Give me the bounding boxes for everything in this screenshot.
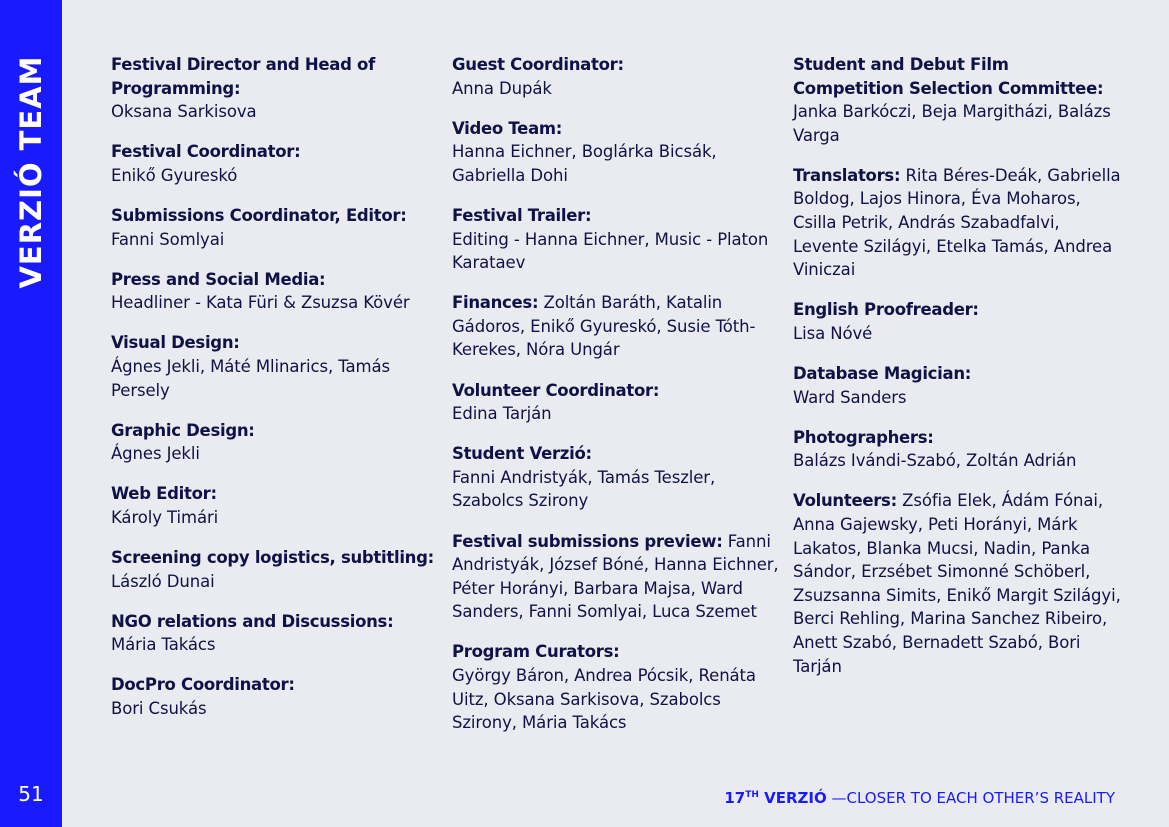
edition-number: 17	[724, 789, 746, 807]
credit-names: Mária Takács	[111, 635, 216, 655]
credit-entry	[111, 331, 441, 402]
credit-names: Fanni Somlyai	[111, 229, 225, 249]
credit-role: Student Verzió:	[452, 444, 592, 464]
credit-names: Balázs Ivándi-Szabó, Zoltán Adrián	[793, 451, 1077, 471]
credit-entry	[111, 268, 441, 315]
credit-names: Lisa Nóvé	[793, 323, 873, 343]
credit-entry	[793, 53, 1123, 147]
team-column-2	[452, 53, 782, 751]
credit-role: Press and Social Media:	[111, 269, 326, 289]
credit-names: Ágnes Jekli, Máté Mlinarics, Tamás Persely	[111, 356, 390, 400]
credit-role: DocPro Coordinator:	[111, 675, 295, 695]
team-column-1	[111, 53, 441, 737]
credit-entry	[111, 673, 441, 720]
credit-names: Hanna Eichner, Boglárka Bicsák, Gabriella Dohi	[452, 142, 717, 185]
credit-entry	[111, 204, 441, 251]
credit-names: Enikő Gyureskó	[111, 165, 238, 185]
credit-names: Bori Csukás	[111, 698, 207, 718]
credit-entry	[793, 489, 1123, 678]
credit-role: Festival submissions preview:	[452, 531, 723, 551]
credit-role: Guest Coordinator:	[452, 55, 624, 74]
section-title: VERZIÓ TEAM	[14, 55, 48, 289]
credit-names: György Báron, Andrea Pócsik, Renáta Uitz, Oksana Sarkisova, Szabolcs Szirony, Mária Takács	[452, 665, 756, 733]
credit-role: Visual Design:	[111, 333, 240, 353]
tagline: —CLOSER TO EACH OTHER’S REALITY	[831, 789, 1115, 807]
credit-role: Photographers:	[793, 427, 934, 447]
credit-role: Volunteers:	[793, 491, 897, 511]
credit-entry	[793, 298, 1123, 345]
credit-names: Anna Dupák	[452, 78, 552, 98]
credit-names: Zoltán Baráth, Katalin Gádoros, Enikő Gyureskó, Susie Tóth-Kerekes, Nóra Ungár	[452, 293, 756, 360]
side-bar	[0, 0, 62, 827]
credit-role: Finances:	[452, 293, 539, 313]
credit-entry	[452, 442, 782, 513]
edition-name: VERZIÓ	[764, 789, 827, 807]
credit-entry	[452, 117, 782, 188]
credit-entry	[793, 362, 1123, 409]
credit-names: Edina Tarján	[452, 404, 552, 424]
credit-entry	[793, 164, 1123, 282]
credit-role: NGO relations and Discussions:	[111, 611, 394, 631]
credit-entry	[111, 53, 441, 124]
credit-role: Web Editor:	[111, 484, 217, 504]
credit-role: Student and Debut Film Competition Selection Committee:	[793, 55, 1104, 98]
page-number: 51	[18, 782, 44, 806]
credit-names: Ágnes Jekli	[111, 444, 200, 464]
credit-names: László Dunai	[111, 571, 215, 591]
credit-role: Festival Director and Head of Programming:	[111, 55, 375, 98]
credit-entry	[111, 610, 441, 657]
credit-role: Database Magician:	[793, 364, 972, 384]
credit-role: Program Curators:	[452, 642, 620, 662]
credit-names: Janka Barkóczi, Beja Margitházi, Balázs Varga	[793, 102, 1111, 145]
credit-entry	[452, 53, 782, 100]
credit-entry	[111, 419, 441, 466]
team-column-3	[793, 53, 1123, 695]
credit-role: Submissions Coordinator, Editor:	[111, 205, 407, 225]
credit-names: Rita Béres-Deák, Gabriella Boldog, Lajos Hinora, Éva Moharos, Csilla Petrik, András Szabadfalvi, Levente Szilágyi, Etelka Tamás, Andrea Viniczai	[793, 165, 1121, 280]
credit-role: Video Team:	[452, 118, 563, 138]
credit-names: Editing - Hanna Eichner, Music - Platon Karataev	[452, 229, 769, 273]
credit-names: Headliner - Kata Füri & Zsuzsa Kövér	[111, 293, 410, 313]
credit-entry	[111, 140, 441, 187]
credit-names: Zsófia Elek, Ádám Fónai, Anna Gajewsky, Peti Horányi, Márk Lakatos, Blanka Mucsi, Nadin, Panka Sándor, Erzsébet Simonné Schöberl, Zsuzsanna Simits, Enikő Margit Szilágyi, Berci Rehling, Marina Sanchez Ribeiro, Anett Szabó, Bernadett Szabó, Bori Tarján	[793, 491, 1121, 676]
credit-names: Fanni Andristyák, Tamás Teszler, Szabolcs Szirony	[452, 467, 716, 511]
credit-entry	[452, 530, 782, 624]
credit-role: Graphic Design:	[111, 420, 255, 440]
credit-names: Károly Timári	[111, 507, 219, 527]
credit-role: Screening copy logistics, subtitling:	[111, 548, 434, 567]
credit-names: Oksana Sarkisova	[111, 102, 257, 122]
credit-entry	[452, 379, 782, 426]
credit-names: Fanni Andristyák, József Bóné, Hanna Eichner, Péter Horányi, Barbara Majsa, Ward Sanders, Fanni Somlyai, Luca Szemet	[452, 531, 779, 622]
edition-label	[724, 789, 826, 807]
credit-entry	[452, 640, 782, 734]
credit-entry	[452, 291, 782, 362]
credit-role: Festival Coordinator:	[111, 142, 301, 162]
credit-entry	[111, 546, 441, 593]
credit-role: English Proofreader:	[793, 300, 979, 320]
credit-role: Volunteer Coordinator:	[452, 380, 660, 400]
credit-names: Ward Sanders	[793, 387, 907, 407]
credit-role: Festival Trailer:	[452, 205, 592, 225]
credit-role: Translators:	[793, 165, 901, 185]
edition-suffix: TH	[745, 790, 759, 800]
credit-entry	[111, 482, 441, 529]
footer-tagline	[724, 789, 1115, 807]
credit-entry	[793, 426, 1123, 473]
credit-entry	[452, 204, 782, 275]
